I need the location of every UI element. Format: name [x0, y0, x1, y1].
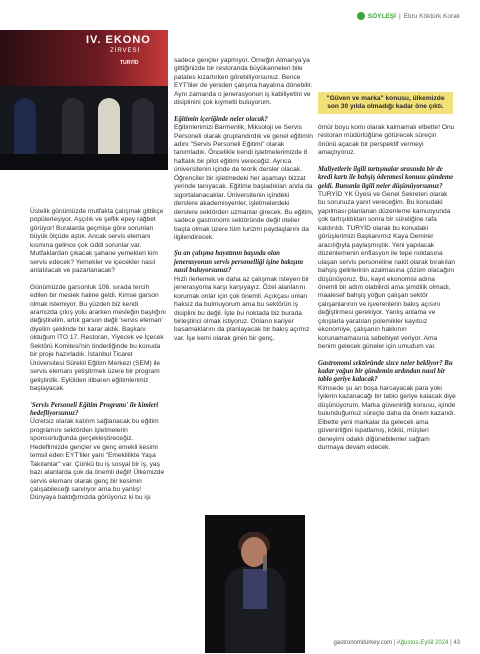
- question-heading: Maliyetlerle ilgili tartışmalar arasında bir de kredi kartı ile bahşiş ödenmesi konusu gündeme geldi. Bununla ilgili neler düşünüyorsunuz?: [318, 165, 454, 190]
- stage-floor: [0, 154, 168, 170]
- stage-brand: TURYİD: [120, 60, 139, 66]
- speaker-scarf: [243, 569, 267, 609]
- stage-subtitle: ZİRVESİ: [110, 48, 141, 54]
- magazine-logo-icon: [357, 12, 365, 20]
- page-number: 43: [453, 640, 460, 646]
- question-heading: 'Servis Personeli Eğitim Programı' ile kimleri hedefliyorsunuz?: [30, 401, 159, 417]
- column-3: [318, 124, 456, 460]
- pull-quote: "Güven ve marka" konusu, ülkemizde son 30 yılda olmadığı kadar öne çıktı.: [318, 92, 453, 114]
- section-label: SÖYLEŞİ: [367, 12, 396, 20]
- footer-separator: |: [393, 640, 396, 646]
- header-separator: |: [398, 12, 401, 20]
- paragraph: TURYİD YK Üyesi ve Genel Sekreteri olarak bu sorunuza yanıt vereceğim. Bu konudaki yapılması planlanan düzenleme kamuoyunda çok tartışıldıktan sonra bir süreliğine rafa kaldırıldı. TURYİD olarak bu konudaki görüşlerimizi Başkanımız Kaya Demirer aracılığıyla paylaşmıştık. Yeni yapılacak düzenlemenin enflasyon ile tepe noktasına ulaşan servis personeline nakit olarak bırakılan bahşiş gelirlerinin azalmasına çözüm olacağını düşünüyoruz. Bu, kayıt ekonomisi adına önemli bir adım olabilirdi ama şimdilik olmadı, maalesef bahşiş yoğun çalışan sektör çalışanlarının ve işverenlerin bakış açısını değiştirmesi gerekiyor. Yanlış anlama ve çıkışlarla yaratılan polemikler kayıtsız ekonomiye, çalışanın hakkının korunamamasına sebebiyet veriyor. Ama benim gelecek güneler için umudum var.: [318, 191, 456, 351]
- panel-photo: [0, 30, 168, 170]
- paragraph: Üstelik günümüzde mutfakta çalışmak gittikçe popülerleşiyor. Aşçılık ve şeflik epey rağbet görüyor! Buralarda geçmişe göre sorunları büyük ölçüde aştık. Ancak servis elemanı kısmına gelince çok ciddi sorunlar var. Mutfaklardan çıkacak şahane yemekleri kim servis edecek? Yemekler ve içecekler nasıl anlatılacak ve pazarlanacak?: [30, 208, 164, 275]
- speaker-photo: [205, 515, 305, 653]
- column-2: [174, 57, 314, 351]
- footer-site: gastronomiturkey.com: [333, 640, 393, 646]
- paragraph: Kimsede şu an boşa harcayacak para yoki İyilerin kazanacağı bir tablo geriye kalacak diye düşünüyorum. Marka güvenirliği konusu, içinde bulunduğumuz süreçte daha da önem kazandı. Elbette yeni markalar da gelecek ama güvenirliğini ispatlamış, köklü, müşteri deneyimi odaklı diğünebilenler sağlam durmaya devam edecek.: [318, 384, 456, 452]
- paragraph: Ücretsiz olarak katılım sağlanacak bu eğitim programını sektörden işletmelerin sponsorluğunda gerçekleştireceğiz. Hedeflimizde gençler ve genç emekli kesimi temsil eden EYT'liler yani "Emeklilikte Yaşa Takılanlar" var. Çünkü bu iş sosyal bir iş, yaş bazı alanlarda çok da önemli değil! Ülkemizde servis elemanı olarak genç bir kesimin çalışabileceği sanılıyor ama bu yanlış! Dünyaya baktığımızda görüyoruz ki bu işi: [30, 418, 165, 502]
- page-header: [357, 12, 460, 20]
- question-heading: Şu an çalışma hayatının başında olan jenerasyonun servis personelliği işine bakışını nasıl buluyorsunuz?: [174, 250, 304, 275]
- footer-issue: Ağustos-Eylül 2024: [396, 640, 449, 646]
- paragraph: ömür boyu komi olarak kalmamalı elbette! Onu restoran müdürlüğüne götürecek süreçin önünü açacak bir perspektif vermeyi amaçlıyoruz.: [318, 124, 455, 157]
- paragraph: Günümüzde garsonluk 106. sırada tercih edilen bir meslek haline geldi. Kimse garson olmak istemiyor. Bu yüzden biz kendi aramızda çıkış yolu ararken mesleğin başlığını değiştirelim, artık garson değil 'servis eleman' diyelim şeklinde bir karar aldık. Başkanı olduğum İTO 17. Restoran, Yiyecek ve İçecek Sektörü Komitesi'nin önderliğinde bu konuda bir proje hazırladık. İstanbul Ticaret Üniversitesi Sürekli Eğitim Merkezi (SEM) ile servis elemanı yetiştirmek üzere bir program geliştirdik. Eylülden itibaren eğitimlerimiz başlayacak.: [30, 283, 166, 393]
- paragraph: sadece gençler yapmıyor. Örneğin Almanya'ya gittiğinizde bir restoranda büyükanneleri bile patates kızartırken görebiliyorsunuz. Bence EYT'liler de yeniden çalışma hayatına dönebilir. Aynı zamanda o jenerasyonun iş kabiliyetini ve disiplinini çok kıymetli buluyorum.: [174, 57, 313, 107]
- panelist-figure: [14, 98, 36, 158]
- column-1: [30, 208, 166, 511]
- panelist-figure: [62, 98, 84, 158]
- footer-separator: |: [450, 640, 452, 646]
- question-heading: Gastronomi sektöründe sizce neler bekliyor? Bu kadar yoğun bir gündemin ardından nasıl bir tablo geriye kalacak?: [318, 359, 453, 384]
- page-footer: [334, 640, 460, 646]
- author-name: Ebru Köktürk Korak: [403, 12, 460, 20]
- microphone-icon: [263, 555, 267, 571]
- stage-title: IV. EKONO: [86, 34, 151, 46]
- panelist-figure: [98, 98, 120, 158]
- paragraph: Hızlı ilerlemek ve daha az çalışmak isteyen bir jenerasyonla karşı karşıyayız. Özel alanlarını korumak onlar için çok önemli. Açıkçası onları haksız da bulmuyorum ama bu sektörün iş disiplini bu değil. İşte bu noktada biz burada birleştirici olmak istiyoruz. Onların kariyer basamaklarını da planlayacak bir bakış açımız var. İşe kemi olarak giren bir genç,: [174, 275, 310, 342]
- question-heading: Eğitimin içeriğinde neler olacak?: [174, 115, 268, 123]
- panelist-figure: [132, 98, 154, 158]
- paragraph: Eğitimlerimizi Barmenlik, Miksoloji ve Servis Personeli olarak gruplandırdık ve genel eğitimin adını "Servis Personeli Eğitimi" olarak tanımladık. Öncelikle kendi işletmelerimizde 8 haftalık bir pilot eğitimi vereceğiz. Ayrıca üniversitenin içinde de teorik dersler olacak. Öğrenciler bir işletmedeki her aşamayı bizzat yerinde tanıyacak. Eğitime başladıkları anda da sigortalanacaklar. Üniversitenin içindeki derslere akademisyenler, işletmelerdeki derslere sektörden uzmanlar girecek. Bu eğitim, sadece gastronomi sektöründe değil otelier başta olmak üzere tüm turizmi paydaşlarını da ilgilendirecek.: [174, 124, 314, 242]
